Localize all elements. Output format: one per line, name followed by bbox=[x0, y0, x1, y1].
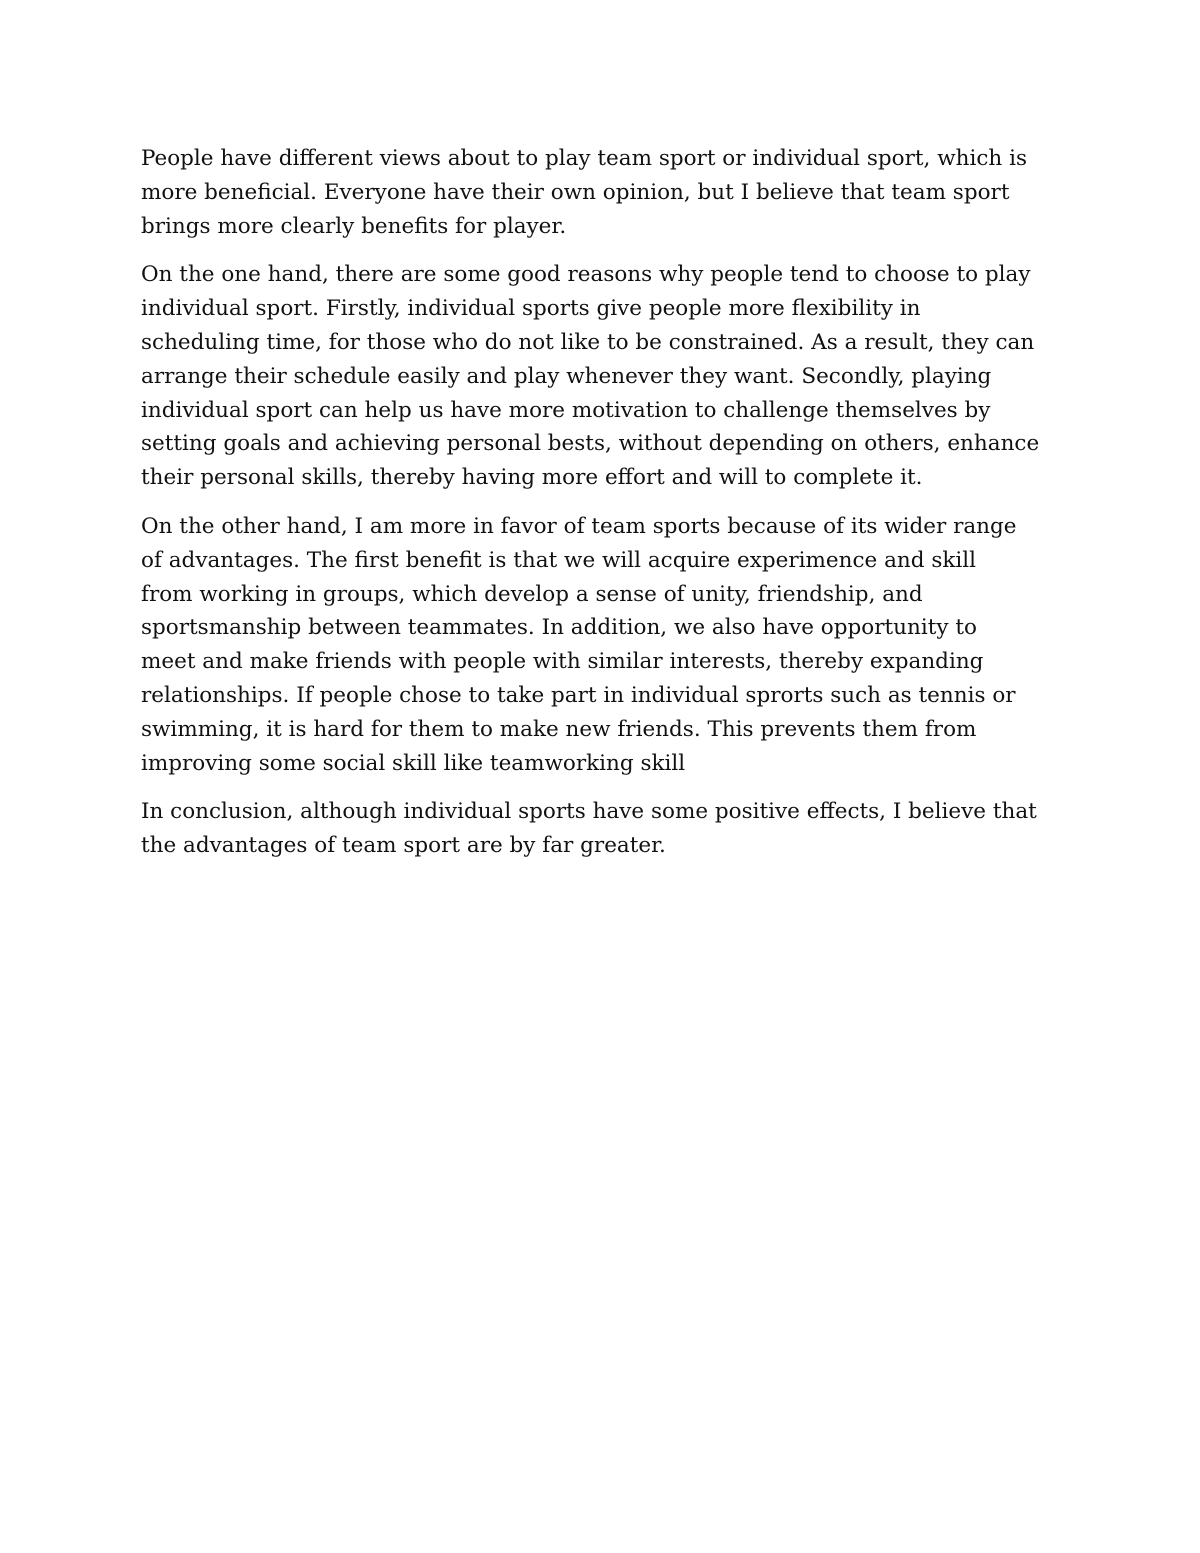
text-line: individual sport. Firstly, individual sports give people more flexibility in bbox=[141, 296, 921, 322]
text-line: of advantages. The first benefit is that we will acquire experimence and skill bbox=[141, 547, 977, 573]
paragraph-individual-sports bbox=[141, 258, 1061, 495]
text-line: the advantages of team sport are by far greater. bbox=[141, 833, 666, 859]
text-line: In conclusion, although individual sports have some positive effects, I believe that bbox=[141, 799, 1037, 825]
text-line: On the other hand, I am more in favor of team sports because of its wider range bbox=[141, 513, 1017, 539]
text-line: People have different views about to play team sport or individual sport, which is bbox=[141, 146, 1027, 171]
text-line: more beneficial. Everyone have their own opinion, but I believe that team sport bbox=[141, 179, 1010, 205]
text-line: individual sport can help us have more motivation to challenge themselves by bbox=[141, 397, 991, 423]
paragraph-team-sports bbox=[141, 510, 1061, 780]
text-line: sportsmanship between teammates. In addition, we also have opportunity to bbox=[141, 615, 977, 641]
text-line: from working in groups, which develop a sense of unity, friendship, and bbox=[141, 581, 923, 607]
text-line: swimming, it is hard for them to make new friends. This prevents them from bbox=[141, 716, 977, 742]
text-line: improving some social skill like teamworking skill bbox=[141, 750, 686, 776]
text-line: arrange their schedule easily and play whenever they want. Secondly, playing bbox=[141, 363, 992, 389]
text-line: brings more clearly benefits for player. bbox=[141, 213, 567, 239]
paragraph-introduction bbox=[141, 142, 1061, 243]
text-line: scheduling time, for those who do not like to be constrained. As a result, they can bbox=[141, 329, 1035, 355]
text-line: On the one hand, there are some good reasons why people tend to choose to play bbox=[141, 262, 1031, 288]
text-line: setting goals and achieving personal bests, without depending on others, enhance bbox=[141, 431, 1040, 457]
text-line: meet and make friends with people with similar interests, thereby expanding bbox=[141, 649, 984, 675]
paragraph-conclusion bbox=[141, 795, 1061, 863]
text-line: relationships. If people chose to take part in individual sprorts such as tennis or bbox=[141, 682, 1016, 708]
essay-body bbox=[141, 142, 1061, 878]
text-line: their personal skills, thereby having more effort and will to complete it. bbox=[141, 465, 923, 491]
